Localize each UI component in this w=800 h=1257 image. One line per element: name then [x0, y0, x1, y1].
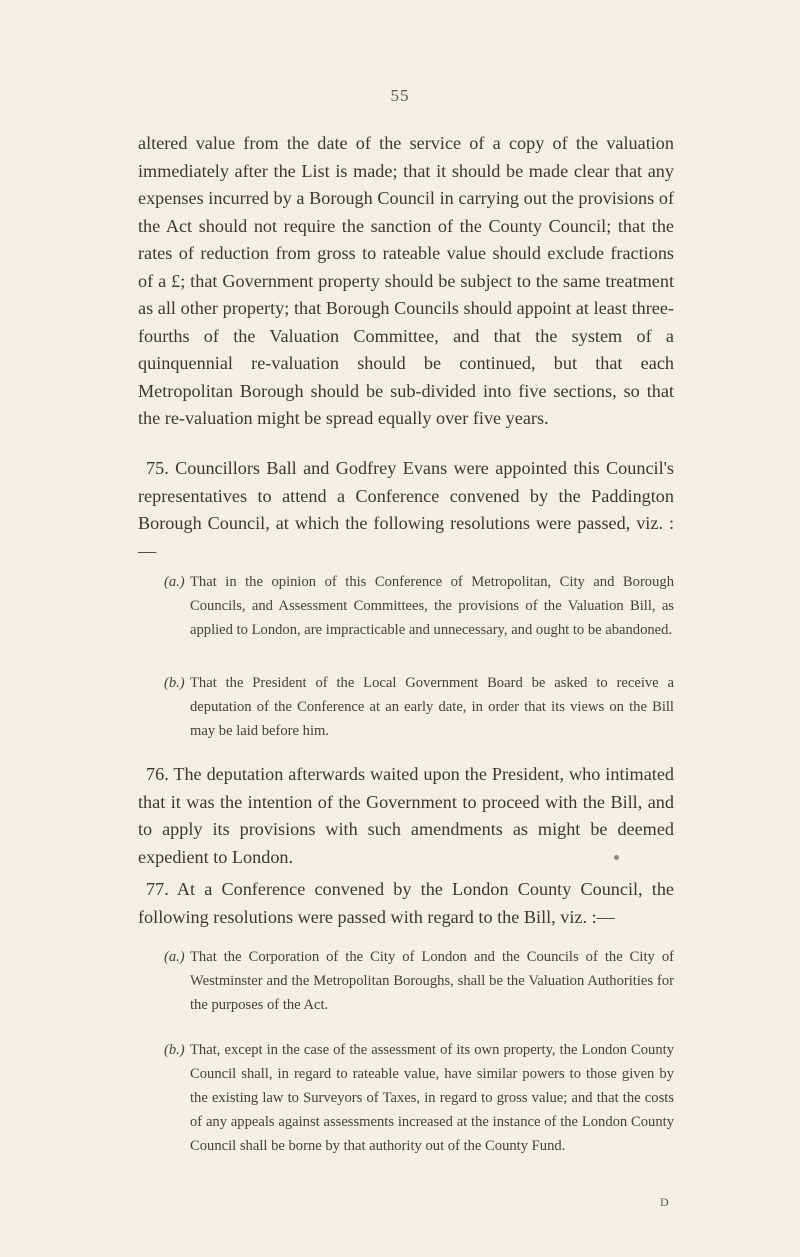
resolution-75b-label: (b.): [164, 675, 185, 691]
paragraph-77: 77. At a Conference convened by the London County Council, the following resolutions were passed with regard to the Bill, viz. :—: [138, 879, 674, 927]
ink-spot: [614, 855, 619, 860]
paragraph-continued: altered value from the date of the service of a copy of the valuation immediately after the List is made; that it should be made clear that any expenses incurred by a Borough Council in carrying out the provisions of the Act should not require the sanction of the County Council; that the rates of reduction from gross to rateable value should exclude fractions of a £; that Government property should be subject to the same treatment as all other property; that Borough Councils should appoint at least three-fourths of the Valuation Committee, and that the system of a quinquennial re-valuation should be continued, but that each Metropolitan Borough should be sub-divided into five sections, so that the re-valuation might be spread equally over five years.: [138, 133, 674, 428]
resolution-75a-text: That in the opinion of this Conference of Metropolitan, City and Borough Councils, and Assessment Committees, the provisions of the Valuation Bill, as applied to London, are impracticable and unnecessary, and ought to be abandoned.: [190, 574, 674, 638]
resolution-75b: [164, 671, 674, 743]
resolution-75a-label: (a.): [164, 574, 185, 590]
resolution-77a: [164, 945, 674, 1017]
resolution-75b-text: That the President of the Local Government Board be asked to receive a deputation of the Conference at an early date, in order that its views on the Bill may be laid before him.: [190, 675, 674, 739]
page-number: 55: [390, 86, 410, 105]
resolution-77a-label: (a.): [164, 949, 185, 965]
resolution-77b-label: (b.): [164, 1042, 185, 1058]
signature-mark: D: [660, 1195, 670, 1209]
resolution-77b-text: That, except in the case of the assessment of its own property, the London County Council shall, in regard to rateable value, have similar powers to those given by the existing law to Surveyors of Taxes, in regard to gross value; and that the costs of any appeals against assessments increased at the instance of the London County Council shall be borne by that authority out of the County Fund.: [190, 1042, 674, 1154]
paragraph-75: 75. Councillors Ball and Godfrey Evans were appointed this Council's representatives to attend a Conference convened by the Paddington Borough Council, at which the following resolutions were passed, viz. :—: [138, 458, 674, 561]
paragraph-76: 76. The deputation afterwards waited upon the President, who intimated that it was the intention of the Government to proceed with the Bill, and to apply its provisions with such amendments as might be deemed expedient to London.: [138, 764, 674, 867]
resolution-75a: [164, 570, 674, 642]
resolution-77b: [164, 1038, 674, 1158]
resolution-77a-text: That the Corporation of the City of London and the Councils of the City of Westminster and the Metropolitan Boroughs, shall be the Valuation Authorities for the purposes of the Act.: [190, 949, 674, 1013]
